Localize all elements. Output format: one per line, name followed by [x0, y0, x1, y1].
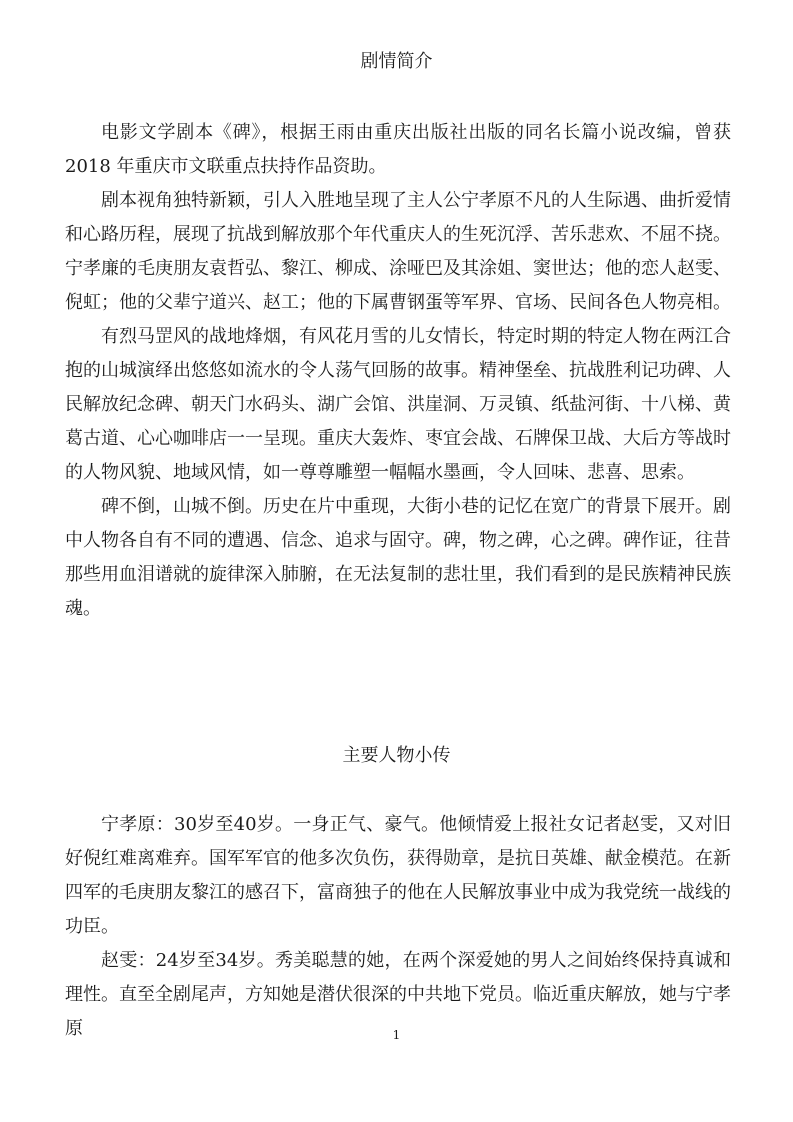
section-title-synopsis: 剧情简介 — [360, 51, 433, 72]
character-bios-body — [65, 808, 731, 1046]
section-title-character-bios: 主要人物小传 — [342, 745, 451, 766]
synopsis-paragraph: 有烈马罡风的战地烽烟，有风花月雪的儿女情长，特定时期的特定人物在两江合抱的山城演绎出悠悠如流水的令人荡气回肠的故事。精神堡垒、抗战胜利记功碑、人民解放纪念碑、朝天门水码头、湖广会馆、洪崖洞、万灵镇、纸盐河街、十八梯、黄葛古道、心心咖啡店一一呈现。重庆大轰炸、枣宜会战、石牌保卫战、大后方等战时的人物风貌、地域风情，如一尊尊雕塑一幅幅水墨画，令人回味、悲喜、思索。 — [65, 326, 731, 483]
synopsis-paragraph: 碑不倒，山城不倒。历史在片中重现，大街小巷的记忆在宽广的背景下展开。剧中人物各自有不同的遭遇、信念、追求与固守。碑，物之碑，心之碑。碑作证，往昔那些用血泪谱就的旋律深入肺腑，在无法复制的悲壮里，我们看到的是民族精神民族魂。 — [65, 496, 731, 619]
synopsis-paragraph: 电影文学剧本《碑》，根据王雨由重庆出版社出版的同名长篇小说改编，曾获 2018 年重庆市文联重点扶持作品资助。 — [65, 122, 731, 177]
character-bio-paragraph: 宁孝原：30岁至40岁。一身正气、豪气。他倾情爱上报社女记者赵雯，又对旧好倪红难离难弃。国军军官的他多次负伤，获得勋章，是抗日英雄、献金模范。在新四军的毛庚朋友黎江的感召下，富商独子的他在人民解放事业中成为我党统一战线的功臣。 — [65, 814, 731, 937]
synopsis-paragraph: 剧本视角独特新颖，引人入胜地呈现了主人公宁孝原不凡的人生际遇、曲折爱情和心路历程，展现了抗战到解放那个年代重庆人的生死沉浮、苦乐悲欢、不屈不挠。宁孝廉的毛庚朋友袁哲弘、黎江、柳成、涂哑巴及其涂姐、窦世达；他的恋人赵雯、倪虹；他的父辈宁道兴、赵工；他的下属曹钢蛋等军界、官场、民间各色人物亮相。 — [65, 190, 731, 313]
character-bio-paragraph: 赵雯：24岁至34岁。秀美聪慧的她，在两个深爱她的男人之间始终保持真诚和理性。直至全剧尾声，方知她是潜伏很深的中共地下党员。临近重庆解放，她与宁孝原 — [65, 950, 731, 1039]
page-number: 1 — [392, 1028, 401, 1042]
synopsis-body — [65, 116, 731, 626]
